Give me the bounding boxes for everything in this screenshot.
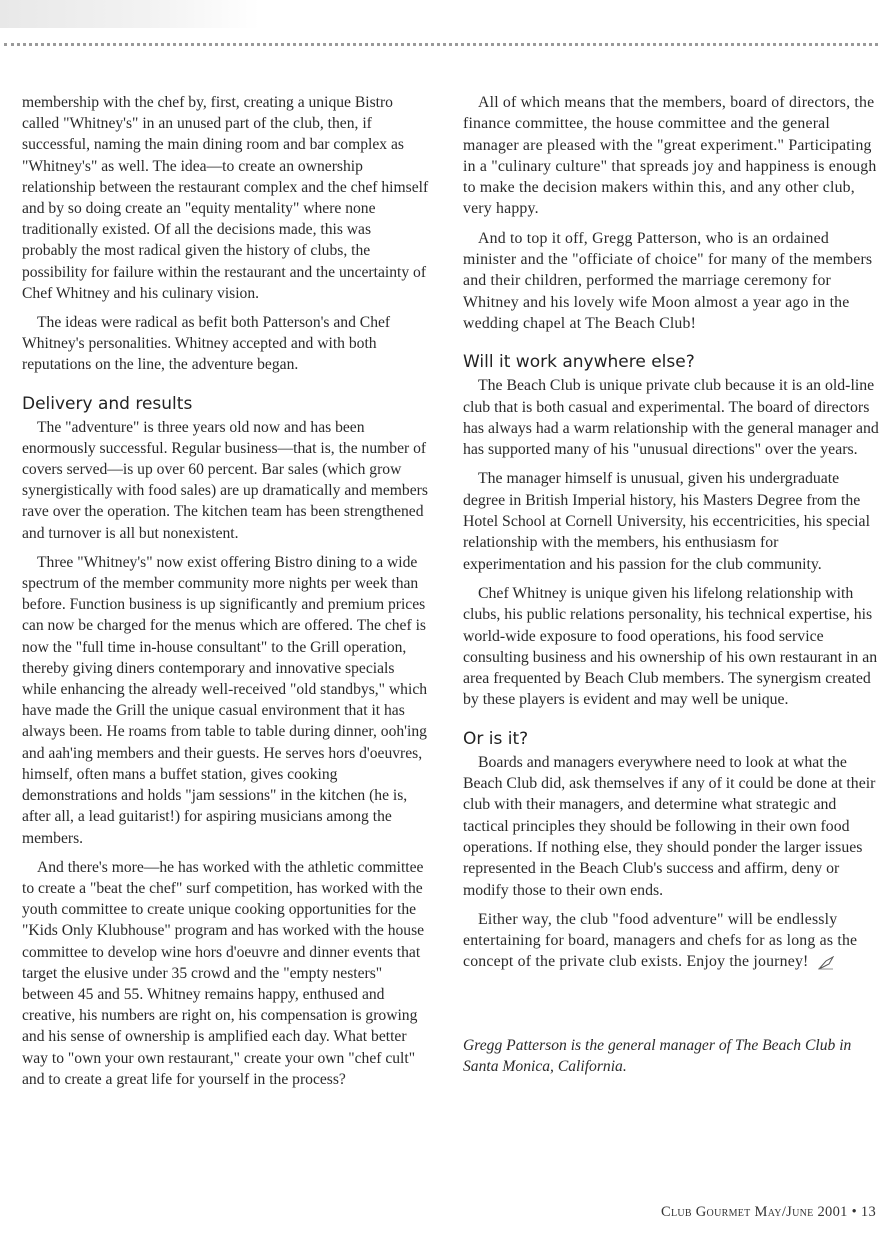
quill-signoff-icon xyxy=(817,956,835,970)
paragraph: And there's more—he has worked with the athletic committee to create a "beat the chef" surf competition, has worked with the youth committee to create unique cooking opportunities for the "Kids Only Klubhouse" program and has worked with the house committee to develop wine hors d'oeuvre and dinner events that target the elusive under 35 crowd and the "empty nesters" between 45 and 55. Whitney remains happy, enthused and creative, his numbers are right on, his compensation is growing and his sense of ownership is amplified each day. What better way to "own your own restaurant," create your own "chef cult" and to create a great life for yourself in the process? xyxy=(22,858,425,1088)
left-column xyxy=(22,92,429,1090)
paragraph: Chef Whitney is unique given his lifelong relationship with clubs, his public relations personality, his technical expertise, his world-wide exposure to food operations, his food service consulting business and his ownership of his own restaurant in an area frequented by Beach Club members. The synergism created by these players is evident and may well be unique. xyxy=(463,584,878,709)
header-fade-band xyxy=(0,0,260,28)
section-heading-delivery: Delivery and results xyxy=(22,393,193,414)
page-footer: Club Gourmet May/June 2001 • 13 xyxy=(660,1204,876,1220)
paragraph: The ideas were radical as befit both Patterson's and Chef Whitney's personalities. Whitney accepted and with both reputations on the line, the adventure began. xyxy=(22,314,391,374)
section-heading-anywhere: Will it work anywhere else? xyxy=(463,352,695,373)
author-bio: Gregg Patterson is the general manager of The Beach Club in Santa Monica, California. xyxy=(463,1036,852,1075)
paragraph: Three "Whitney's" now exist offering Bistro dining to a wide spectrum of the member community more nights per week than before. Function business is up significantly and premium prices can now be charged for the menus which are offered. The chef is now the "full time in-house consultant" to the Grill operation, thereby giving diners contemporary and innovative specials while enhancing the already well-received "old standbys," which have made the Grill the unique casual environment that it has always been. He roams from table to table during dinner, ooh'ing and aah'ing members and their guests. He serves hors d'oeuvres, himself, often mans a buffet station, gives cooking demonstrations and holds "jam sessions" in the kitchen (he is, after all, a lead guitarist!) for aspiring musicians among the members. xyxy=(22,553,428,847)
section-heading-or-is-it: Or is it? xyxy=(463,728,529,749)
paragraph: Boards and managers everywhere need to look at what the Beach Club did, ask themselves if any of it could be done at their club with their managers, and determine what strategic and tactical principles they should be following in their own food operations. If nothing else, they should ponder the larger issues represented in the Beach Club's success and affirm, deny or modify those to their own ends. xyxy=(463,753,876,899)
paragraph: The Beach Club is unique private club because it is an old-line club that is both casual and experimental. The board of directors has always had a warm relationship with the general manager and has supported many of his "unusual directions" over the years. xyxy=(463,377,879,459)
paragraph: The "adventure" is three years old now and has been enormously successful. Regular business—that is, the number of covers served—is up over 60 percent. Bar sales (which grow synergistically with food sales) are up dramatically and members rave over the operation. The kitchen team has been strengthened and turnover is all but nonexistent. xyxy=(22,418,428,542)
right-column xyxy=(463,92,879,1077)
paragraph: All of which means that the members, board of directors, the finance committee, the house committee and the general manager are pleased with the "great experiment." Participating in a "culinary culture" that spreads joy and happiness is enough to make the decision makers within this, and any other club, very happy. xyxy=(463,94,877,218)
paragraph: The manager himself is unusual, given his undergraduate degree in British Imperial history, his Masters Degree from the Hotel School at Cornell University, his eccentricities, his special relationship with the members, his enthusiasm for experimentation and his passion for the club community. xyxy=(463,470,870,573)
paragraph: And to top it off, Gregg Patterson, who is an ordained minister and the "officiate of choice" for many of the members and their children, performed the marriage ceremony for Whitney and his lovely wife Moon almost a year ago in the wedding chapel at The Beach Club! xyxy=(463,229,873,332)
paragraph: membership with the chef by, first, creating a unique Bistro called "Whitney's" in an unused part of the club, then, if successful, naming the main dining room and bar complex as "Whitney's" as well. The idea—to create an ownership relationship between the restaurant complex and the chef himself and by so doing create an "equity mentality" where none traditionally existed. Of all the decisions made, this was probably the most radical given the history of clubs, the possibility for failure within the restaurant and the uncertainty of Chef Whitney and his culinary vision. xyxy=(22,94,429,302)
paragraph-closing xyxy=(463,909,879,973)
dotted-divider xyxy=(4,43,878,46)
closing-text: Either way, the club "food adventure" will be endlessly entertaining for board, managers and chefs for as long as the concept of the private club exists. Enjoy the journey! xyxy=(463,910,858,971)
